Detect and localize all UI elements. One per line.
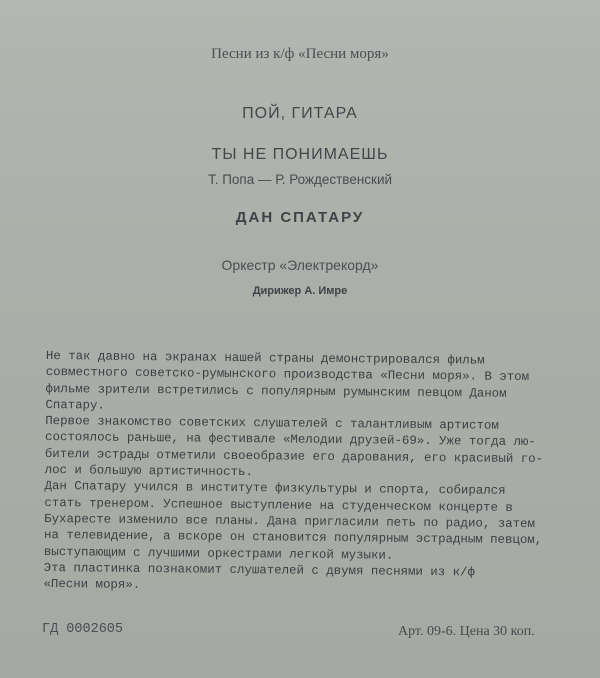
orchestra-credit: Оркестр «Электрекорд» — [221, 257, 379, 273]
liner-notes-line: Спатару. — [45, 397, 105, 413]
liner-notes-line: «Песни моря». — [43, 577, 141, 593]
liner-notes-line: бители эстрады отметили своеобразие его дарования, его красивый го- — [44, 446, 544, 466]
liner-notes-line: лос и большую артистичность. — [44, 463, 253, 480]
film-title-line: Песни из к/ф «Песни моря» — [211, 46, 389, 62]
liner-notes-line: Дан Спатару учился в институте физкультуры и спорта, собирался — [44, 479, 506, 499]
price-line: Арт. 09-6. Цена 30 коп. — [398, 624, 535, 639]
conductor-credit: Дирижер А. Имре — [252, 285, 348, 297]
liner-notes-line: стать тренером. Успешное выступление на студенческом концерте в — [44, 495, 513, 515]
liner-notes-line: Эта пластинка познакомит слушателей с двумя песнями из к/ф — [43, 560, 476, 580]
liner-notes-line: фильме зрители встретились с популярным румынским певцом Даном — [45, 381, 507, 401]
liner-notes-line: Не так давно на экранах нашей страны демонстрировался фильм — [45, 348, 485, 368]
liner-notes-line: Первое знакомство советских слушателей с талантливым артистом — [45, 414, 499, 433]
liner-notes-line: выступающим с лучшими оркестрами легкой музыки. — [43, 544, 394, 563]
liner-notes — [43, 348, 576, 598]
liner-notes-line: совместного советско-румынского производства «Песни моря». В этом — [45, 365, 530, 385]
catalog-number: ГД 0002605 — [42, 622, 124, 637]
liner-notes-line: Бухаресте изменило все планы. Дана пригласили петь по радио, затем — [44, 511, 536, 532]
liner-notes-line: состоялось раньше, на фестивале «Мелодии друзей-69». Уже тогда лю- — [44, 430, 536, 450]
liner-notes-line: на телевидение, а вскоре он становится популярным эстрадным певцом, — [43, 528, 543, 548]
song-title-1: ПОЙ, ГИТАРА — [242, 105, 358, 122]
artist-name: ДАН СПАТАРУ — [235, 209, 365, 226]
song-authors: Т. Попа — Р. Рождественский — [207, 172, 393, 187]
song-title-2: ТЫ НЕ ПОНИМАЕШЬ — [211, 146, 389, 163]
